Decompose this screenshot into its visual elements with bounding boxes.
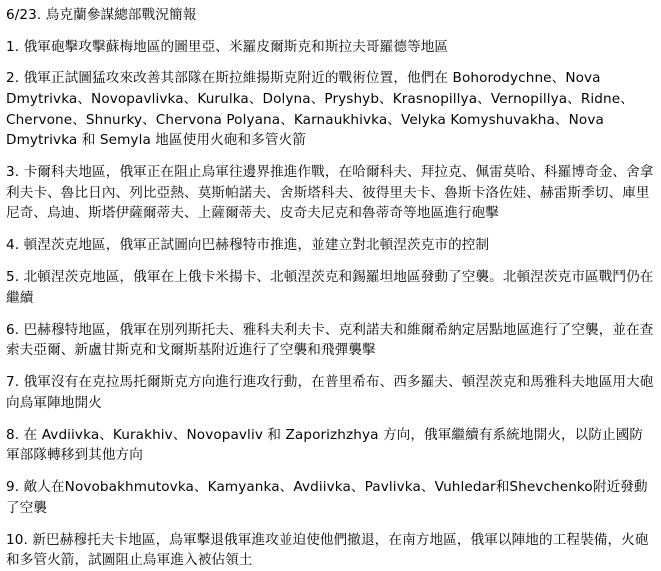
paragraph-10: 10. 新巴赫穆托夫卡地區，烏軍擊退俄軍進攻並迫使他們撤退，在南方地區，俄軍以陣地的工程裝備，火砲和多管火箭，試圖阻止烏軍進入被佔領土 (6, 531, 649, 569)
paragraph-1: 1. 俄軍砲擊攻擊蘇梅地區的圖里亞、米羅皮爾斯克和斯拉夫哥羅德等地區 (6, 38, 449, 55)
paragraph-8: 8. 在 Avdiivka、Kurakhiv、Novopavliv 和 Zaporizhzhya 方向，俄軍繼續有系統地開火，以防止國防軍部隊轉移到其他方向 (6, 426, 644, 464)
paragraph-6: 6. 巴赫穆特地區，俄軍在別列斯托夫、雅科夫利夫卡、克利諾夫和維爾希納定居點地區進行了空襲，並在查索夫亞爾、新盧甘斯克和戈爾斯基附近進行了空襲和飛彈襲擊 (6, 321, 654, 359)
paragraph-7: 7. 俄軍沒有在克拉馬托爾斯克方向進行進攻行動，在普里希布、西多羅夫、頓涅茨克和馬雅科夫地區用大砲向烏軍陣地開火 (6, 374, 654, 411)
paragraph-9: 9. 敵人在Novobakhmutovka、Kamyanka、Avdiivka、Pavlivka、Vuhledar和Shevchenko附近發動了空襲 (6, 479, 648, 516)
paragraph-3: 3. 卡爾科夫地區，俄軍正在阻止烏軍往邊界推進作戰，在哈爾科夫、拜拉克、佩雷莫哈、科羅博奇金、舍拿利夫卡、魯比日內、列比亞熱、莫斯帕諾夫、舍斯塔科夫、彼得里夫卡、魯斯卡洛佐娃、赫雷斯季切、庫里尼奇、烏迪、斯塔伊薩爾蒂夫、上薩爾蒂夫、皮奇夫尼克和魯蒂奇等地區進行砲擊 (6, 164, 654, 222)
paragraph-5: 5. 北頓涅茨克地區，俄軍在上俄卡米揚卡、北頓涅茨克和錫羅坦地區發動了空襲。北頓涅茨克市區戰鬥仍在繼續 (6, 269, 654, 306)
post-title: 6/23. 烏克蘭參謀總部戰況簡報 (6, 7, 197, 23)
paragraph-2: 2. 俄軍正試圖猛攻來改善其部隊在斯拉維揚斯克附近的戰術位置，他們在 Bohorodychne、Nova Dmytrivka、Novopavlivka、Kurulka、Dolyna、Pryshyb、Krasnopillya、Vernopillya、Ridne、Chervone、Shnurky、Chervona Polyana、Karnaukhivka、Velyka Komyshuvakha、Nova Dmytrivka 和 Semyla 地區使用火砲和多管火箭 (6, 70, 634, 149)
paragraph-4: 4. 頓涅茨克地區，俄軍正試圖向巴赫穆特市推進，並建立對北頓涅茨克市的控制 (6, 237, 490, 254)
